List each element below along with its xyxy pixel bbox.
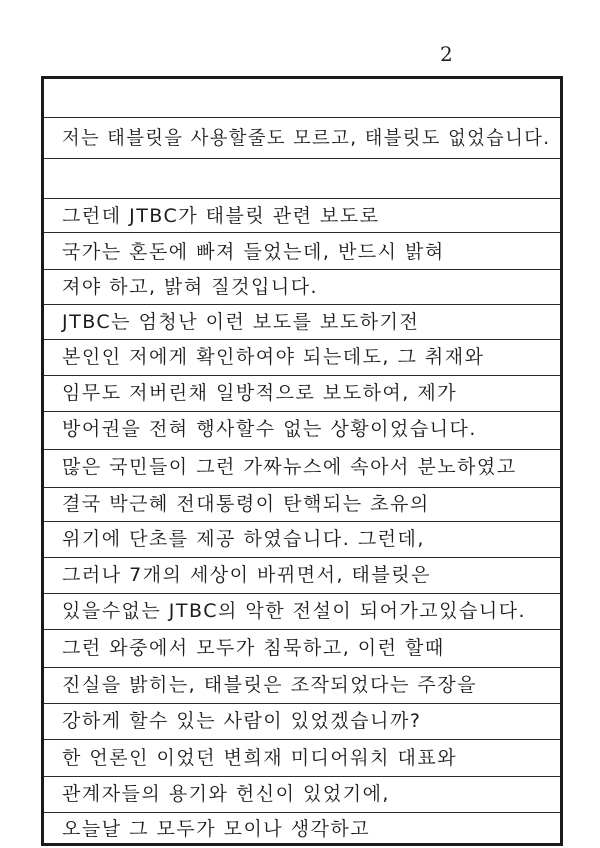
ruled-line bbox=[44, 375, 560, 376]
ruled-line bbox=[44, 449, 560, 450]
ruled-line bbox=[44, 629, 560, 630]
handwritten-line: 관계자들의 용기와 헌신이 있었기에, bbox=[62, 783, 390, 805]
handwritten-line: 진실을 밝히는, 태블릿은 조작되었다는 주장을 bbox=[62, 674, 477, 696]
ruled-line bbox=[44, 339, 560, 340]
handwritten-line: 방어권을 전혀 행사할수 없는 상황이었습니다. bbox=[62, 418, 477, 440]
ruled-line bbox=[44, 776, 560, 777]
page-number: 2 bbox=[440, 42, 453, 66]
handwritten-line: 임무도 저버린채 일방적으로 보도하여, 제가 bbox=[62, 382, 458, 404]
handwritten-line: 오늘날 그 모두가 모이나 생각하고 bbox=[62, 818, 371, 840]
handwritten-line: 강하게 할수 있는 사람이 있었겠습니까? bbox=[62, 710, 422, 732]
handwritten-line: 한 언론인 이었던 변희재 미디어워치 대표와 bbox=[62, 747, 458, 769]
ruled-line bbox=[44, 232, 560, 233]
ruled-paper-frame bbox=[41, 76, 563, 846]
handwritten-line: JTBC는 엄청난 이런 보도를 보도하기전 bbox=[62, 311, 420, 333]
handwritten-line: 있을수없는 JTBC의 악한 전설이 되어가고있습니다. bbox=[62, 600, 527, 622]
ruled-line bbox=[44, 117, 560, 118]
ruled-line bbox=[44, 812, 560, 813]
handwritten-line: 저는 태블릿을 사용할줄도 모르고, 태블릿도 없었습니다. bbox=[62, 127, 551, 149]
ruled-line bbox=[44, 304, 560, 305]
ruled-line bbox=[44, 411, 560, 412]
handwritten-line: 그런 와중에서 모두가 침묵하고, 이런 할때 bbox=[62, 637, 445, 659]
ruled-line bbox=[44, 703, 560, 704]
handwritten-line: 져야 하고, 밝혀 질것입니다. bbox=[62, 276, 319, 298]
ruled-line bbox=[44, 269, 560, 270]
handwritten-line: 결국 박근혜 전대통령이 탄핵되는 초유의 bbox=[62, 493, 430, 515]
handwritten-line: 위기에 단초를 제공 하였습니다. 그런데, bbox=[62, 528, 425, 550]
ruled-line bbox=[44, 158, 560, 159]
ruled-line bbox=[44, 487, 560, 488]
ruled-line bbox=[44, 739, 560, 740]
handwritten-line: 본인인 저에게 확인하여야 되는데도, 그 취재와 bbox=[62, 346, 485, 368]
ruled-line bbox=[44, 521, 560, 522]
handwritten-line: 그러나 7개의 세상이 바뀌면서, 태블릿은 bbox=[62, 564, 431, 586]
ruled-line bbox=[44, 198, 560, 199]
handwritten-line: 국가는 혼돈에 빠져 들었는데, 반드시 밝혀 bbox=[62, 241, 445, 263]
ruled-line bbox=[44, 593, 560, 594]
ruled-line bbox=[44, 557, 560, 558]
handwritten-line: 그런데 JTBC가 태블릿 관련 보도로 bbox=[62, 205, 380, 227]
handwritten-line: 많은 국민들이 그런 가짜뉴스에 속아서 분노하였고 bbox=[62, 456, 517, 478]
ruled-line bbox=[44, 667, 560, 668]
